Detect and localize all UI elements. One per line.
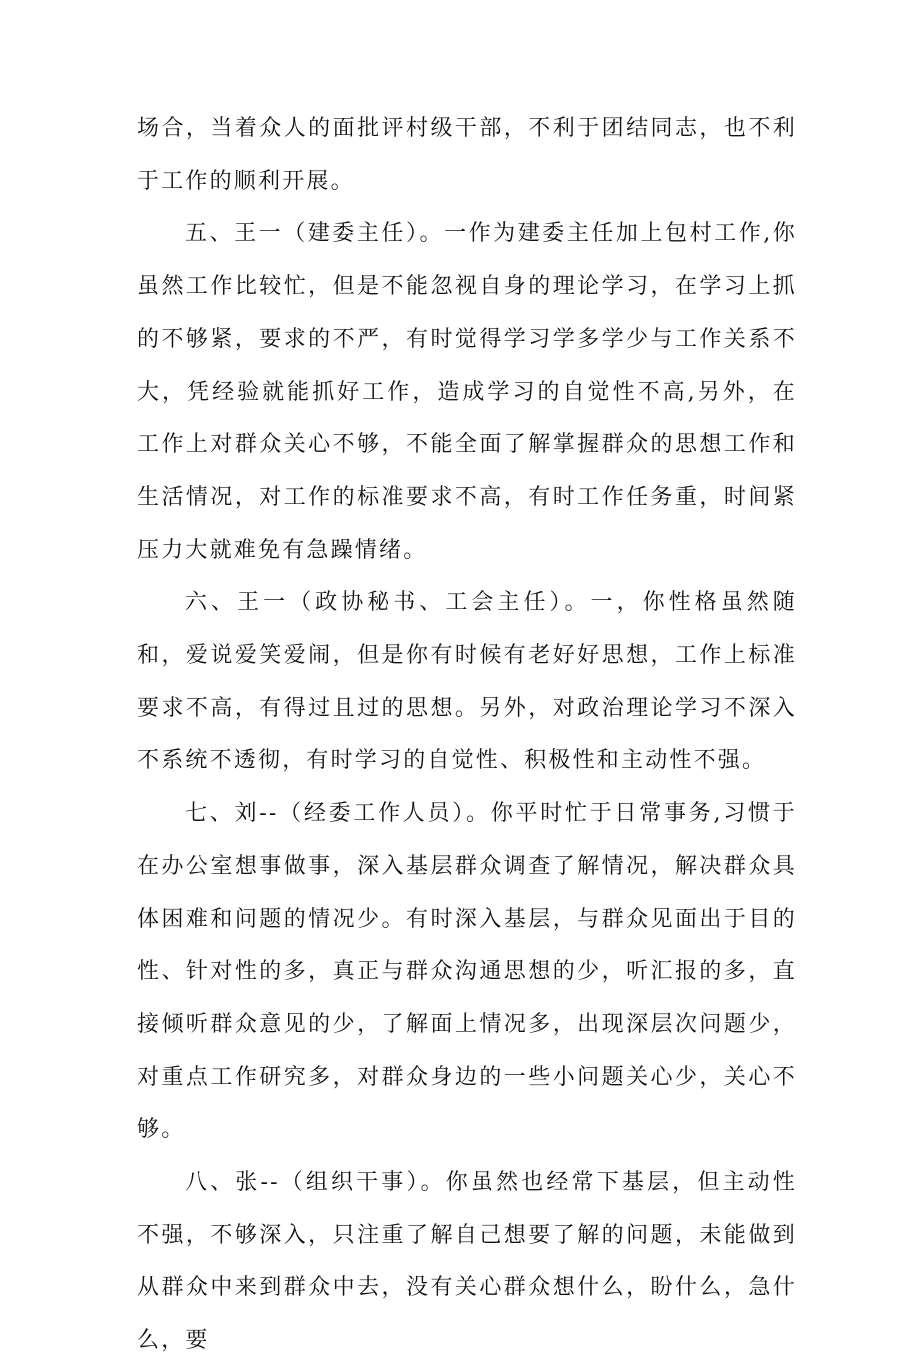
paragraph-item-8: 八、张--（组织干事）。你虽然也经常下基层，但主动性不强，不够深入，只注重了解自己想要了解的问题，未能做到从群众中来到群众中去，没有关心群众想什么，盼什么，急什么，要 (137, 1170, 797, 1354)
paragraph-continuation: 场合，当着众人的面批评村级干部，不利于团结同志，也不利于工作的顺利开展。 (137, 116, 797, 194)
paragraph-item-5: 五、王一（建委主任）。一作为建委主任加上包村工作,你虽然工作比较忙，但是不能忽视自身的理论学习，在学习上抓的不够紧，要求的不严，有时觉得学习学多学少与工作关系不大，凭经验就能抓好工作，造成学习的自觉性不高,另外，在工作上对群众关心不够，不能全面了解掌握群众的思想工作和生活情况，对工作的标准要求不高，有时工作任务重，时间紧压力大就难免有急躁情绪。 (137, 221, 797, 563)
document-body (137, 103, 797, 1368)
paragraph-item-7: 七、刘--（经委工作人员）。你平时忙于日常事务,习惯于在办公室想事做事，深入基层群众调查了解情况，解决群众具体困难和问题的情况少。有时深入基层，与群众见面出于目的性、针对性的多，真正与群众沟通思想的少，听汇报的多，直接倾听群众意见的少，了解面上情况多，出现深层次问题少，对重点工作研究多，对群众身边的一些小问题关心少，关心不够。 (137, 801, 797, 1143)
paragraph-item-6: 六、王一（政协秘书、工会主任）。一，你性格虽然随和，爱说爱笑爱闹，但是你有时候有老好好思想，工作上标准要求不高，有得过且过的思想。另外，对政治理论学习不深入不系统不透彻，有时学习的自觉性、积极性和主动性不强。 (137, 590, 797, 774)
